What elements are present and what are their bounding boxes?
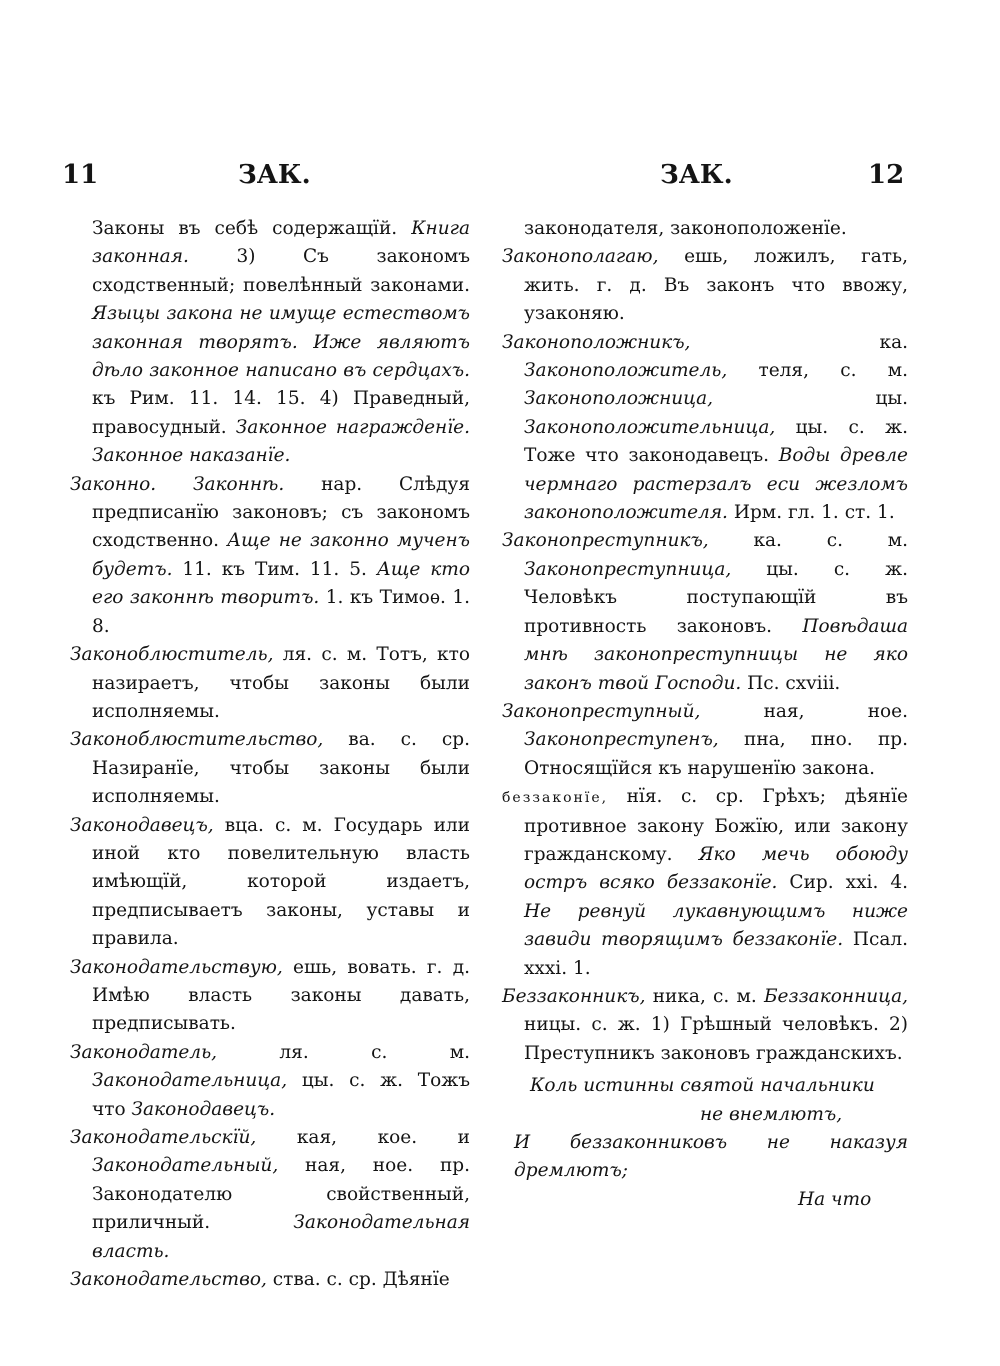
entry-text: ля. с. м. Тотъ, кто назираетъ, чтобы законы были исполняемы.: [92, 644, 470, 722]
entry-italic-text: Законоположникъ,: [502, 331, 691, 353]
entry-text: Законы въ себѣ содержащїй.: [92, 218, 412, 239]
entry-italic-text: Яко мечь обоюду остръ всяко беззаконїе.: [524, 843, 908, 894]
dictionary-entry: [70, 471, 470, 641]
entry-text: ницы. с. ж. 1) Грѣшный человѣкъ. 2) Преступникъ законовъ гражданскихъ.: [524, 1014, 908, 1064]
poem-line: И беззаконниковъ не наказуя дремлютъ;: [514, 1132, 908, 1182]
left-page-number: 11: [62, 160, 99, 190]
dictionary-entry: [70, 726, 470, 811]
entry-text: Пс. cxviii.: [741, 672, 841, 694]
dictionary-entry: [70, 1039, 470, 1124]
left-header-word: ЗАК.: [238, 160, 311, 190]
left-column: [70, 215, 470, 1294]
entry-italic-text: Законоблюститель,: [70, 644, 274, 666]
entry-text: ная, ное.: [700, 700, 908, 722]
poem-line: не внемлютъ,: [700, 1103, 843, 1125]
right-entries: [502, 215, 908, 1068]
dictionary-entry: [502, 527, 908, 697]
dictionary-entry: [502, 698, 908, 783]
entry-italic-text: Законоположительница,: [524, 416, 776, 438]
entry-italic-text: Законопреступенъ,: [524, 729, 719, 751]
entry-text: ная, ное. пр. Законодателю свойственный, приличный.: [92, 1155, 470, 1234]
entry-italic-text: Законодательствую,: [70, 956, 283, 978]
entry-continuation: [70, 215, 470, 471]
entry-text: ника, с. м.: [645, 985, 764, 1007]
dictionary-entry: [502, 329, 908, 528]
entry-continuation: [502, 215, 908, 243]
entry-italic-text: Законоположница,: [524, 388, 713, 410]
entry-italic-text: Книга законная.: [92, 218, 470, 268]
entry-text: вца. с. м. Государь или иной кто повелительную власть имѣющїй, которой издаетъ, предписываетъ законы, уставы и правила.: [92, 814, 470, 950]
entry-text: 11. къ Тим. 11. 5.: [172, 558, 377, 580]
entry-text: ка. с. м.: [708, 530, 908, 552]
entry-text: ства. с. ср. Дѣянїе: [266, 1269, 450, 1291]
poem-block: [502, 1072, 908, 1214]
entry-text: ля. с. м.: [217, 1041, 470, 1063]
right-header-word: ЗАК.: [660, 160, 733, 190]
entry-text: цы. с. ж. Тожъ что: [92, 1070, 470, 1120]
entry-italic-text: Беззаконница,: [763, 985, 908, 1007]
entry-italic-text: Беззаконникъ,: [502, 985, 646, 1007]
entry-italic-text: Законодательница,: [92, 1070, 288, 1092]
entry-text: ешь, вовать. г. д. Имѣю власть законы давать, предписывать.: [92, 956, 470, 1035]
entry-italic-text: Воды древле чермнаго растерзалъ еси жезломъ законоположителя.: [524, 445, 908, 524]
dictionary-entry: [70, 954, 470, 1039]
entry-text: кая, кое. и: [256, 1127, 470, 1148]
entry-text: къ Рим. 11. 14. 15. 4) Праведный, правосудный.: [92, 388, 470, 438]
entry-italic-text: Законодательная власть.: [92, 1212, 470, 1262]
entry-text: законодателя, законоположенїе.: [524, 218, 847, 239]
entry-italic-text: Законно. Законнѣ.: [70, 473, 285, 495]
entry-italic-text: Законопреступница,: [524, 558, 732, 580]
entry-text: теля, с. м.: [727, 360, 908, 382]
entry-italic-text: Законодательство,: [70, 1269, 267, 1291]
entry-text: нїя. с. ср. Грѣхъ; дѣянїе противное закону Божїю, или закону гражданскому.: [524, 786, 908, 865]
entry-italic-text: Законоблюстительство,: [70, 729, 324, 751]
dictionary-entry: [70, 812, 470, 954]
dictionary-entry: [70, 641, 470, 726]
entry-italic-text: Законное награжденїе. Законное наказанїе.: [92, 416, 470, 467]
poem-line: Коль истинны святой начальники: [530, 1075, 875, 1097]
entry-italic-text: Законодательскїй,: [70, 1127, 257, 1148]
entry-headword-smallcaps: беззаконїе,: [502, 790, 609, 807]
dictionary-entry: [70, 1124, 470, 1266]
entry-text: цы. с. ж. Человѣкъ поступающїй въ противность законовъ.: [524, 558, 908, 637]
entry-text: нар. Слѣдуя предписанїю законовъ; съ закономъ сходственно.: [92, 473, 470, 552]
entry-text: цы.: [712, 388, 908, 410]
entry-text: цы. с. ж. Тоже что законодавецъ.: [524, 416, 908, 467]
entry-italic-text: Не ревнуй лукавнующимъ ниже завиди творящимъ беззаконїе.: [524, 900, 908, 951]
entry-italic-text: Аще кто его законнѣ творитъ.: [92, 558, 470, 609]
entry-italic-text: Аще не законно мученъ будетъ.: [92, 530, 470, 580]
entry-text: Псал. xxxi. 1.: [524, 929, 908, 979]
entry-text: ешь, ложилъ, гать, жить. г. д. Въ законъ что ввожу, узаконяю.: [524, 246, 908, 325]
entry-italic-text: Законополагаю,: [502, 246, 659, 268]
dictionary-entry: [502, 983, 908, 1068]
entry-italic-text: Законопреступный,: [502, 700, 701, 722]
entry-italic-text: Языцы закона не имуще естествомъ законная творятъ. Иже являютъ дѣло законное написано въ сердцахъ.: [92, 303, 470, 382]
dictionary-entry: [502, 243, 908, 328]
right-column: [502, 215, 908, 1214]
entry-italic-text: Законопреступникъ,: [502, 530, 709, 552]
entry-text: Ирм. гл. 1. ст. 1.: [727, 502, 895, 524]
entry-italic-text: Законодавецъ.: [131, 1098, 276, 1120]
poem-line: На что: [798, 1188, 872, 1210]
right-page-number: 12: [868, 160, 905, 190]
entry-text: 3) Съ закономъ сходственный; повелѣнный законами.: [92, 246, 470, 296]
dictionary-entry: [502, 783, 908, 983]
entry-text: ка.: [690, 331, 908, 353]
entry-text: Сир. xxi. 4.: [777, 872, 909, 894]
entry-text: ва. с. ср. Назиранїе, чтобы законы были исполняемы.: [92, 729, 470, 808]
entry-italic-text: Законодательный,: [92, 1155, 279, 1177]
entry-text: пна, пно. пр. Относящїйся къ нарушенїю закона.: [524, 729, 908, 779]
entry-text: 1. къ Тимоѳ. 1. 8.: [92, 587, 471, 637]
entry-italic-text: Законодавецъ,: [70, 814, 214, 836]
entry-italic-text: Повѣдаша мнѣ законопреступницы не яко законъ твой Господи.: [524, 615, 908, 694]
entry-italic-text: Законодатель,: [70, 1041, 218, 1063]
entry-italic-text: Законоположитель,: [524, 360, 728, 382]
dictionary-entry: [70, 1266, 470, 1294]
